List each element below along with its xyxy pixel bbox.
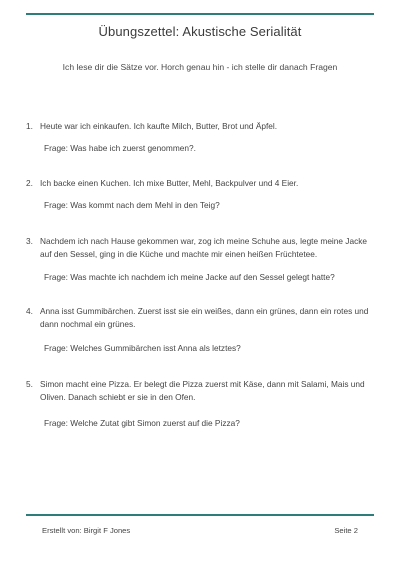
item-question: Frage: Was machte ich nachdem ich meine Jacke auf den Sessel gelegt hatte? (44, 272, 335, 282)
item-question: Frage: Was habe ich zuerst genommen?. (44, 143, 196, 153)
item-question: Frage: Welche Zutat gibt Simon zuerst auf die Pizza? (44, 418, 240, 428)
item-question: Frage: Welches Gummibärchen isst Anna als letztes? (44, 343, 241, 353)
item-number: 3. (26, 236, 33, 246)
bottom-rule (26, 514, 374, 516)
footer-author: Erstellt von: Birgit F Jones (42, 526, 131, 535)
page-footer (42, 526, 358, 535)
item-text: Nachdem ich nach Hause gekommen war, zog ich meine Schuhe aus, legte meine Jacke auf den Sessel, ging in die Küche und machte mir einen heißen Früchtetee. (40, 236, 367, 259)
item-text: Anna isst Gummibärchen. Zuerst isst sie ein weißes, dann ein grünes, dann ein rotes und dann nochmal ein grünes. (40, 306, 369, 329)
intro-text: Ich lese dir die Sätze vor. Horch genau hin - ich stelle dir danach Fragen (62, 62, 338, 72)
item-number: 2. (26, 178, 33, 188)
item-number: 5. (26, 379, 33, 389)
item-question: Frage: Was kommt nach dem Mehl in den Teig? (44, 200, 220, 210)
top-rule (26, 13, 374, 15)
item-text: Ich backe einen Kuchen. Ich mixe Butter, Mehl, Backpulver und 4 Eier. (40, 178, 299, 188)
page-title: Übungszettel: Akustische Serialität (98, 24, 302, 39)
item-number: 1. (26, 121, 33, 131)
footer-page-number: Seite 2 (334, 526, 358, 535)
item-number: 4. (26, 306, 33, 316)
item-text: Simon macht eine Pizza. Er belegt die Pizza zuerst mit Käse, dann mit Salami, Mais und Oliven. Danach schiebt er sie in den Ofen. (40, 379, 365, 402)
item-text: Heute war ich einkaufen. Ich kaufte Milch, Butter, Brot und Äpfel. (40, 121, 278, 131)
